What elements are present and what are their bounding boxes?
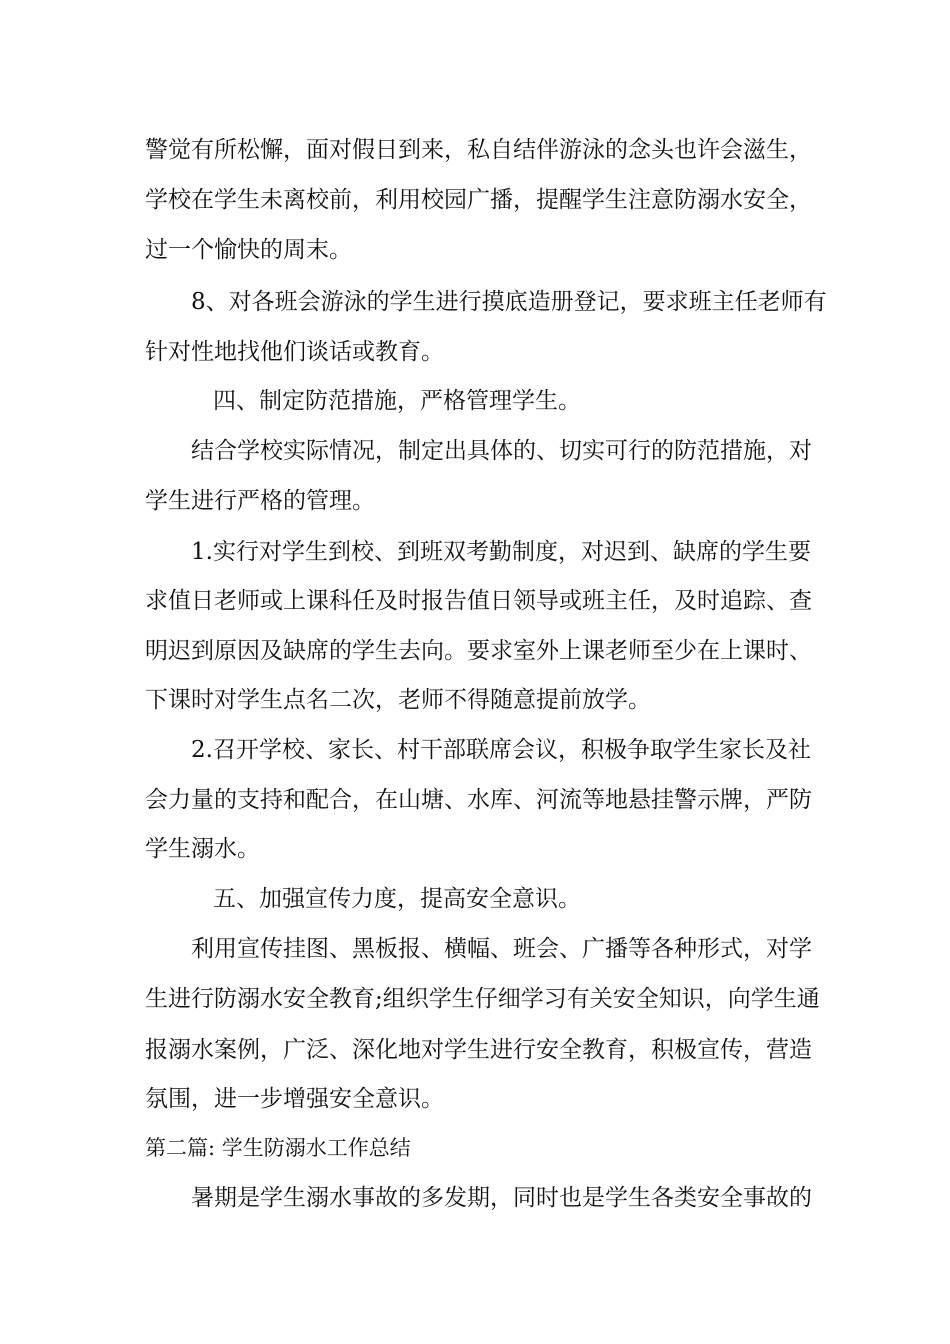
text-line: 结合学校实际情况，制定出具体的、切实可行的防范措施，对 [191,438,812,464]
text-line: 利用宣传挂图、黑板报、横幅、班会、广播等各种形式，对学 [191,936,812,962]
text-line: 学校在学生未离校前，利用校园广播，提醒学生注意防溺水安全， [145,187,812,213]
text-line: 报溺水案例，广泛、深化地对学生进行安全教育，积极宣传，营造 [145,1037,812,1063]
article-title: 第二篇: 学生防溺水工作总结 [145,1136,411,1160]
text-line: 警觉有所松懈，面对假日到来，私自结伴游泳的念头也许会滋生， [145,137,812,163]
section-heading: 五、加强宣传力度，提高安全意识。 [213,886,581,912]
text-line: 暑期是学生溺水事故的多发期，同时也是学生各类安全事故的 [191,1185,812,1211]
text-line: 2.召开学校、家长、村干部联席会议，积极争取学生家长及社 [191,737,811,763]
text-line: 氛围，进一步增强安全意识。 [145,1086,444,1112]
text-line: 求值日老师或上课科任及时报告值日领导或班主任，及时追踪、查 [145,588,812,614]
text-line: 生进行防溺水安全教育;组织学生仔细学习有关安全知识，向学生通 [145,986,820,1012]
text-line: 针对性地找他们谈话或教育。 [145,339,444,365]
text-line: 过一个愉快的周末。 [145,237,352,263]
text-line: 学生进行严格的管理。 [145,488,375,514]
text-line: 会力量的支持和配合，在山塘、水库、河流等地悬挂警示牌，严防 [145,787,812,813]
section-heading: 四、制定防范措施，严格管理学生。 [213,388,581,414]
text-line: 学生溺水。 [145,836,260,862]
text-line: 1.实行对学生到校、到班双考勤制度，对迟到、缺席的学生要 [191,539,811,565]
text-line: 明迟到原因及缺席的学生去向。要求室外上课老师至少在上课时、 [145,638,812,664]
text-line: 下课时对学生点名二次，老师不得随意提前放学。 [145,687,651,713]
text-line: 8、对各班会游泳的学生进行摸底造册登记，要求班主任老师有 [191,289,827,315]
